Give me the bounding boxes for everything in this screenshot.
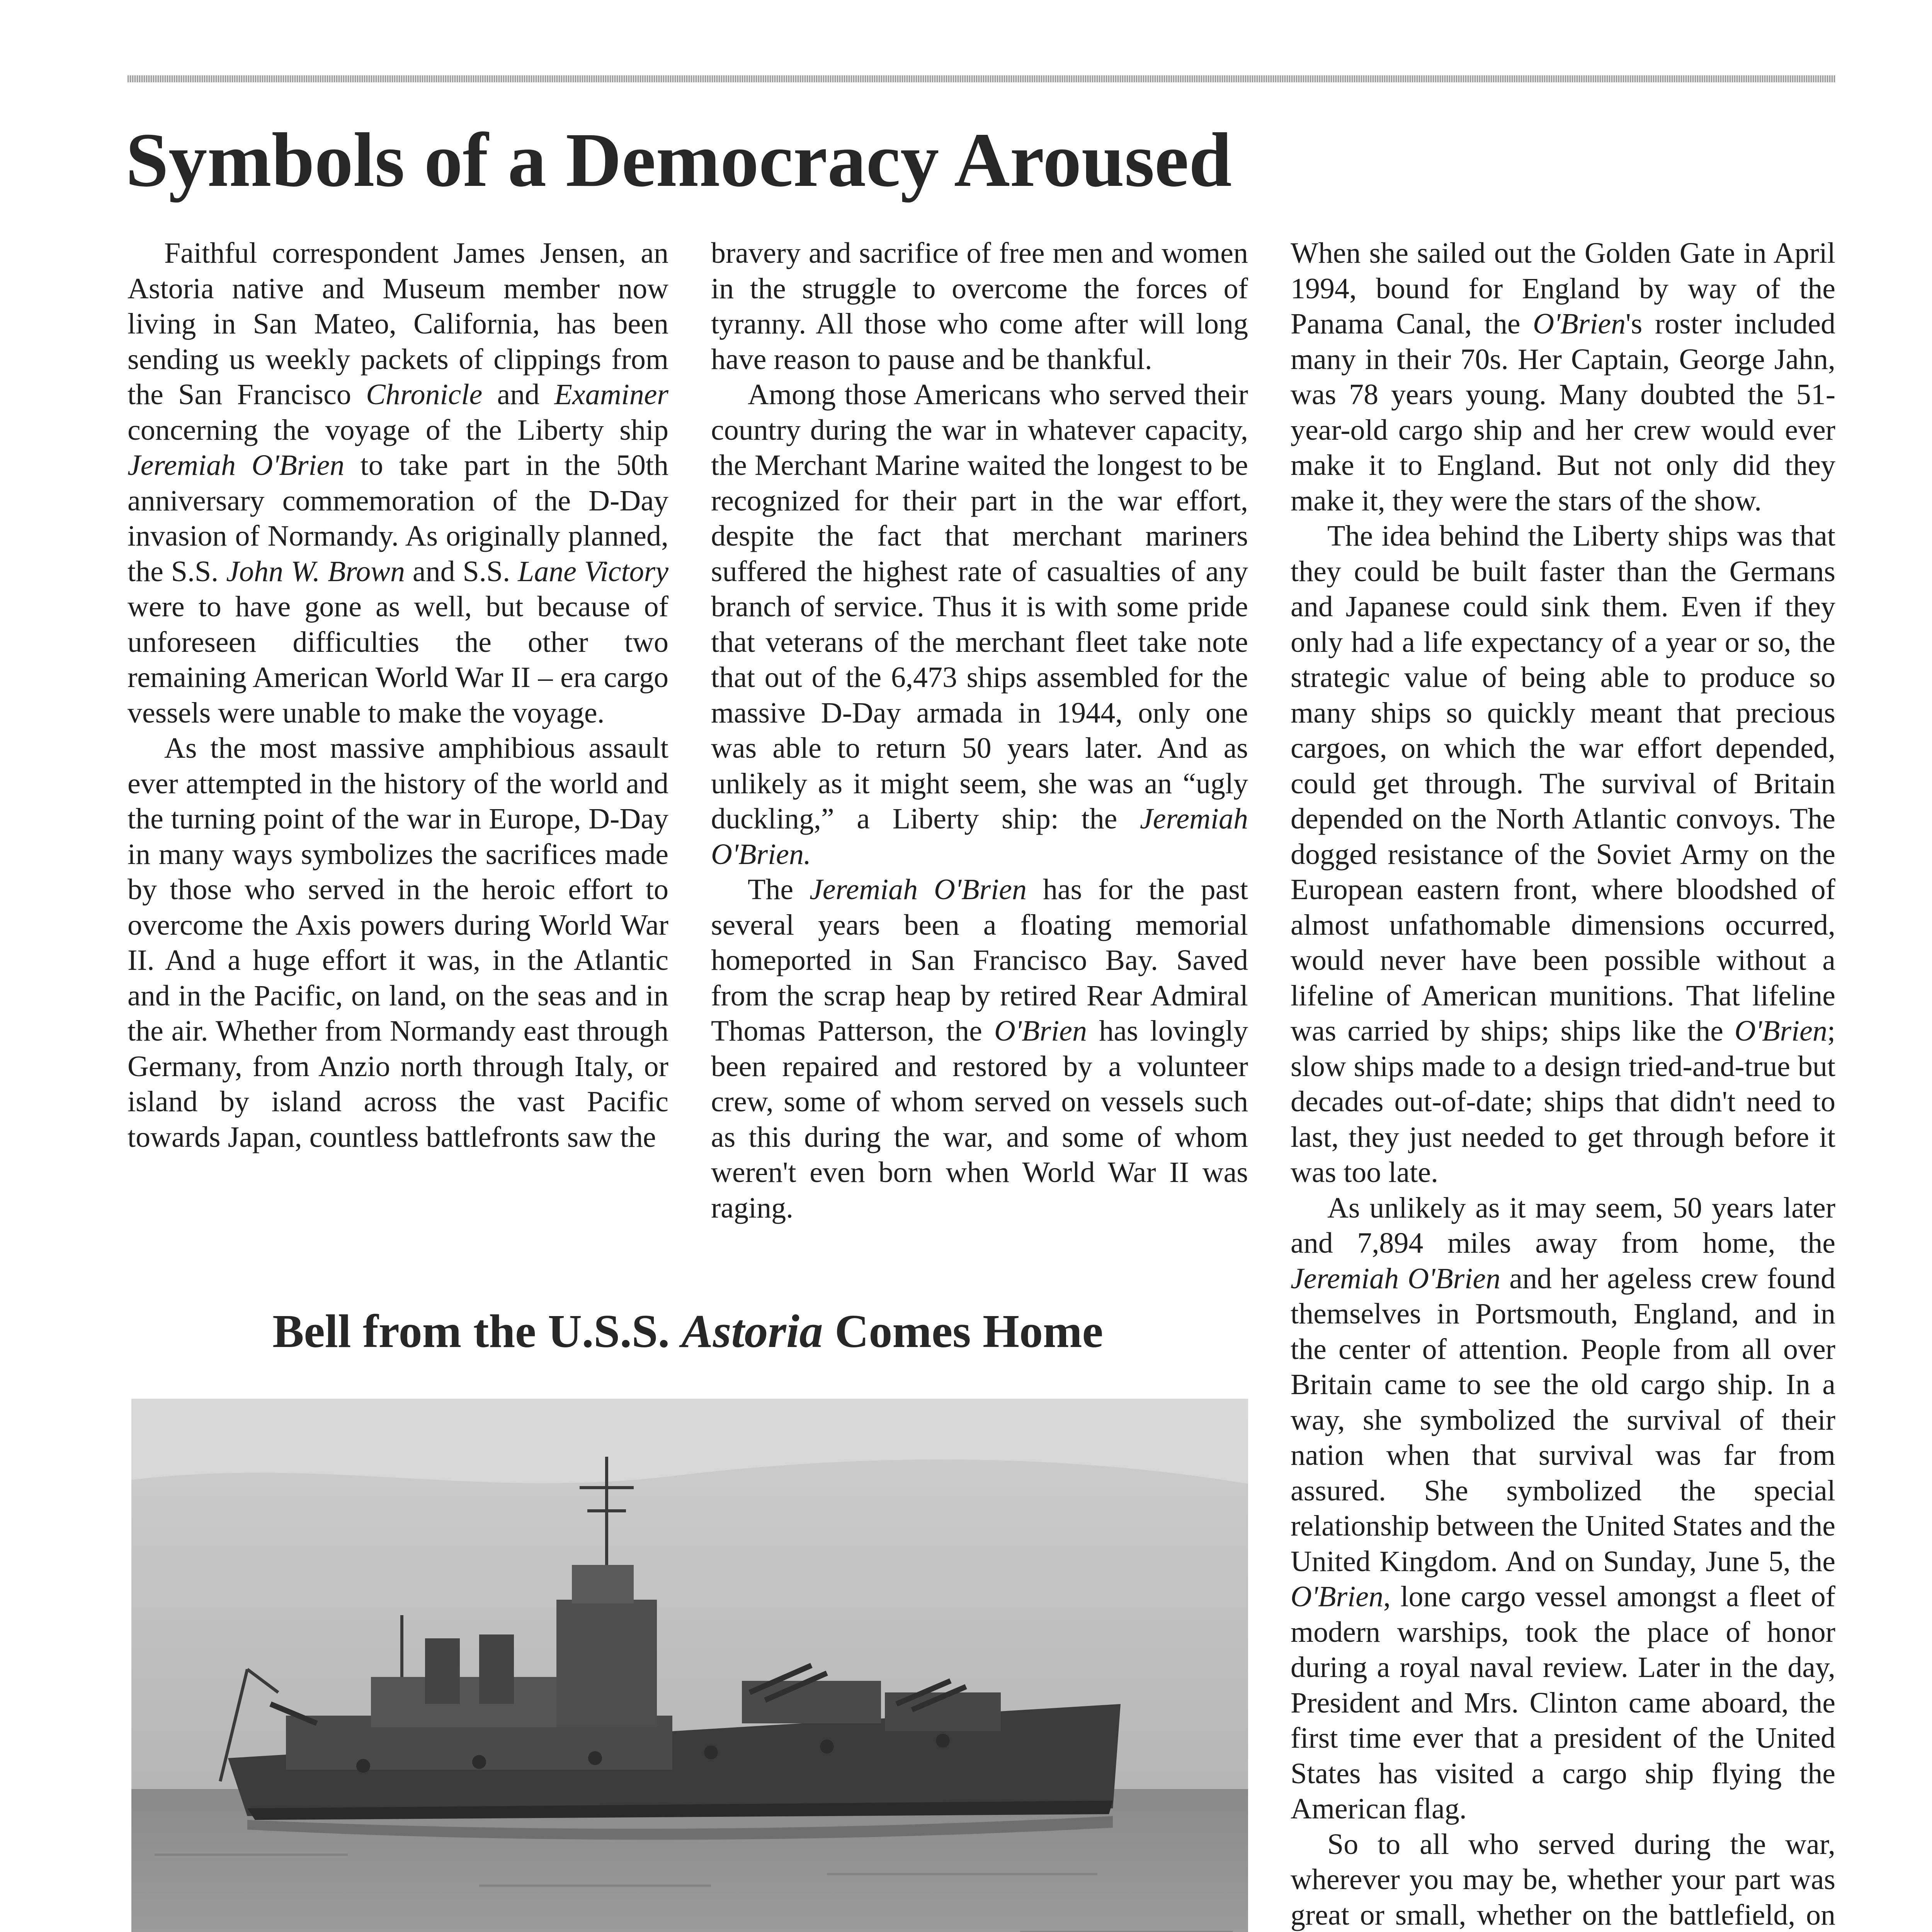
col3-paragraph-4: So to all who served during the war, wherever you may be, whether your part was great or small, whether on the battlefield, on <box>1291 1828 1835 1931</box>
article-title: Symbols of a Democracy Aroused <box>126 117 1232 203</box>
col3-paragraph-3: As unlikely as it may seem, 50 years later and 7,894 miles away from home, the Jeremiah O'Brien and her ageless crew found themselves in Portsmouth, England, and in the center of attention. People from all over Britain came to see the old cargo ship. In a way, she symbolized the survival of their nation when that survival was far from assured. She symbolized the special relationship between the United States and the United Kingdom. And on Sunday, June 5, the O'Brien, lone cargo vessel amongst a fleet of modern warships, took the place of honor during a royal naval review. Later in the day, President and Mrs. Clinton came aboard, the first time ever that a president of the United States has visited a cargo ship flying the American flag. <box>1291 1191 1835 1825</box>
col2-paragraph-3: The Jeremiah O'Brien has for the past several years been a floating memorial homeported in San Francisco Bay. Saved from the scrap heap by retired Rear Admiral Thomas Patterson, the O'Brien has lovingly been repaired and restored by a volunteer crew, some of whom served on vessels such as this during the war, and some of whom weren't even born when World War II was raging. <box>711 873 1248 1224</box>
col2-paragraph-1: bravery and sacrifice of free men and women in the struggle to overcome the forces of tyranny. All those who come after will long have reason to pause and be thankful. <box>711 237 1248 376</box>
col3-paragraph-2: The idea behind the Liberty ships was that they could be built faster than the Germans and Japanese could sink them. Even if they only had a life expectancy of a year or so, the strategic value of being able to produce so many ships so quickly meant that precious cargoes, on which the war effort depended, could get through. The survival of Britain depended on the North Atlantic convoys. The dogged resistance of the Soviet Army on the European eastern front, where bloodshed of almost unfathomable dimensions occurred, would never have been possible without a lifeline of American munitions. That lifeline was carried by ships; ships like the O'Brien; slow ships made to a design tried-and-true but decades out-of-date; ships that didn't need to last, they just needed to get through before it was too late. <box>1291 520 1835 1189</box>
ship-photo-illustration <box>131 1399 1248 1932</box>
article-column-2 <box>711 236 1248 1226</box>
top-rule <box>128 75 1835 82</box>
bell-story-heading: Bell from the U.S.S. Astoria Comes Home <box>272 1305 1103 1357</box>
col1-paragraph-1: Faithful correspondent James Jensen, an Astoria native and Museum member now living in San Mateo, California, has been sending us weekly packets of clippings from the San Francisco Chronicle and Examiner concerning the voyage of the Liberty ship Jeremiah O'Brien to take part in the 50th anniversary commemoration of the D-Day invasion of Normandy. As originally planned, the S.S. John W. Brown and S.S. Lane Victory were to have gone as well, but because of unforeseen difficulties the other two remaining American World War II – era cargo vessels were unable to make the voyage. <box>128 237 668 729</box>
uss-astoria-photo <box>131 1399 1248 1932</box>
article-column-3 <box>1291 236 1835 1932</box>
col2-paragraph-2: Among those Americans who served their country during the war in whatever capacity, the Merchant Marine waited the longest to be recognized for their part in the war effort, despite the fact that merchant mariners suffered the highest rate of casualties of any branch of service. Thus it is with some pride that veterans of the merchant fleet take note that out of the 6,473 ships assembled for the massive D-Day armada in 1944, only one was able to return 50 years later. And as unlikely as it might seem, she was an “ugly duckling,” a Liberty ship: the Jeremiah O'Brien. <box>711 378 1248 871</box>
article-column-1 <box>128 236 668 1155</box>
col3-paragraph-1: When she sailed out the Golden Gate in April 1994, bound for England by way of the Panama Canal, the O'Brien's roster included many in their 70s. Her Captain, George Jahn, was 78 years young. Many doubted the 51-year-old cargo ship and her crew would ever make it to England. But not only did they make it, they were the stars of the show. <box>1291 237 1835 517</box>
col1-paragraph-2: As the most massive amphibious assault ever attempted in the history of the world and the turning point of the war in Europe, D-Day in many ways symbolizes the sacrifices made by those who served in the heroic effort to overcome the Axis powers during World War II. And a huge effort it was, in the Atlantic and in the Pacific, on land, on the seas and in the air. Whether from Normandy east through Germany, from Anzio north through Italy, or island by island across the vast Pacific towards Japan, countless battlefronts saw the <box>128 732 668 1153</box>
